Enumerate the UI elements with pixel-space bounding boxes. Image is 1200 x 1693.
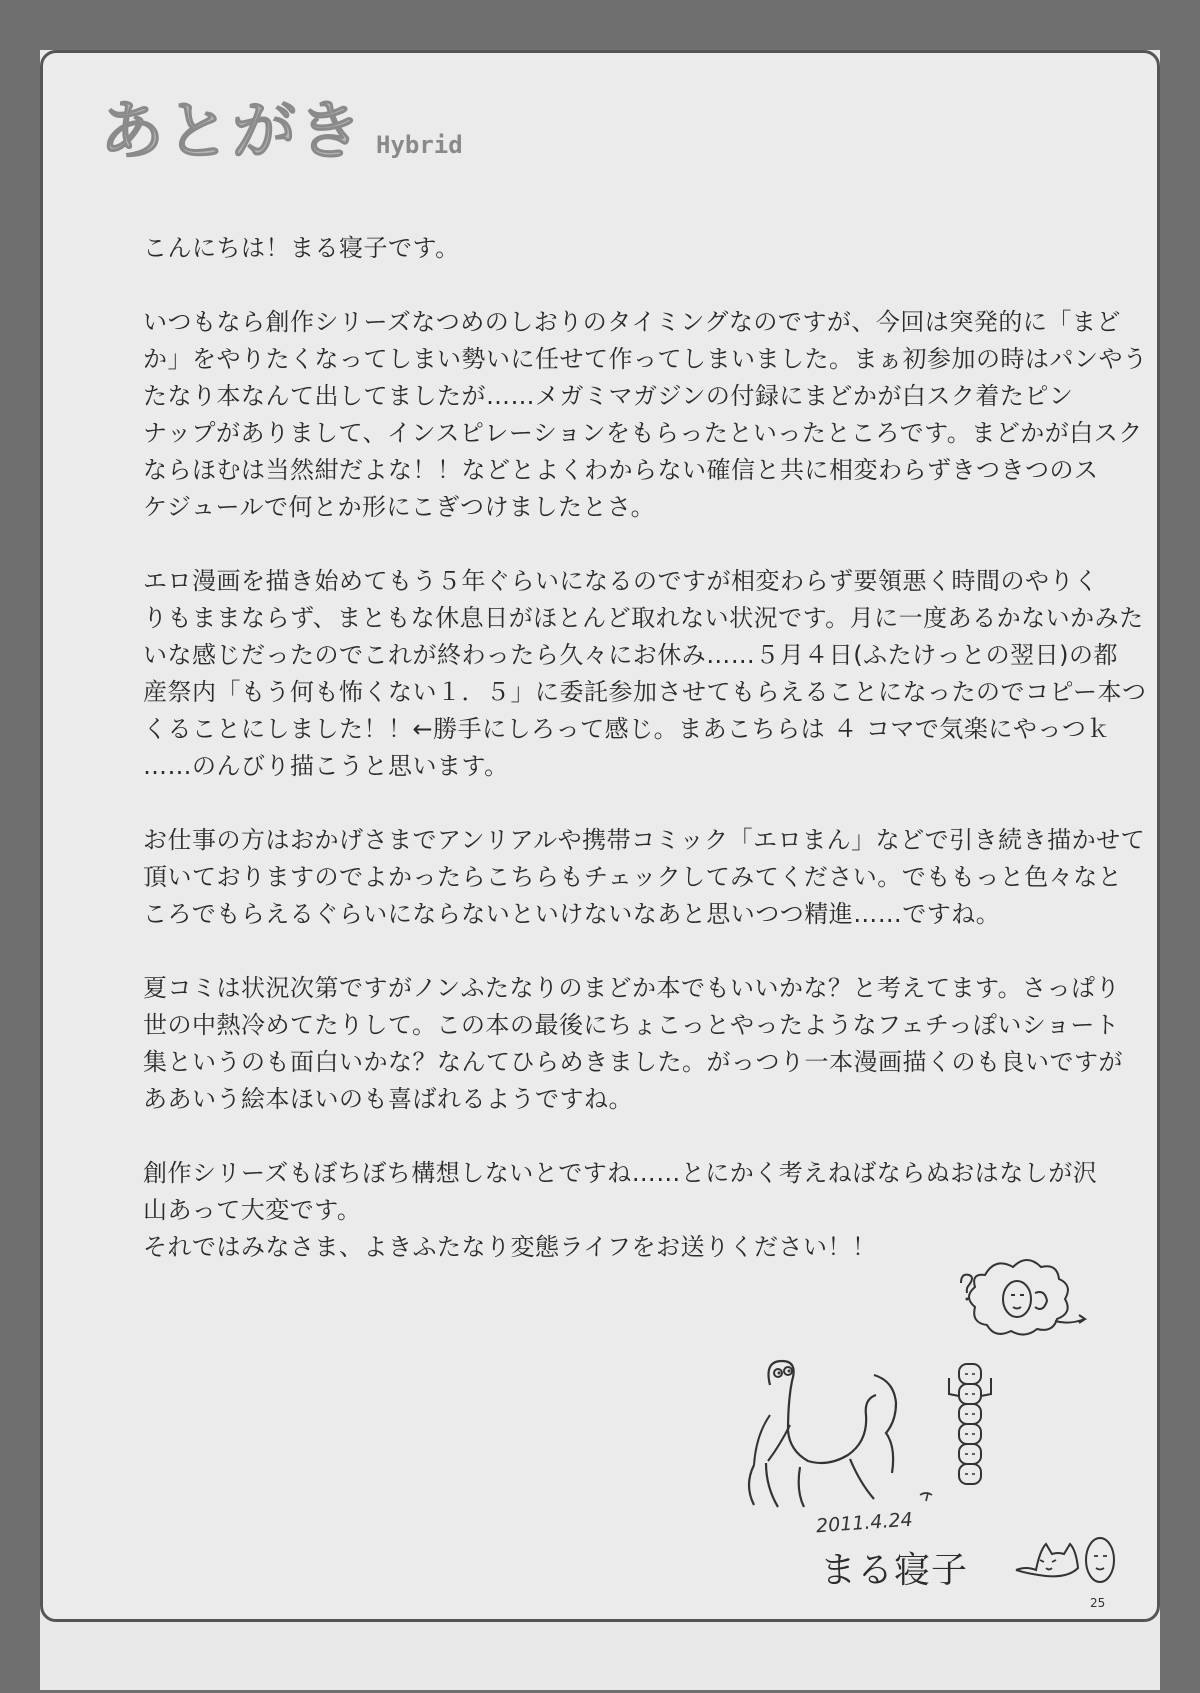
text-line: エロ漫画を描き始めてもう５年ぐらいになるのですが相変わらず要領悪く時間のやりく: [143, 567, 1099, 595]
afterword-heading: [100, 80, 463, 169]
text-line: ケジュールで何とか形にこぎつけましたとさ。: [143, 493, 656, 521]
text-line: 集というのも面白いかな？なんてひらめきました。がっつり一本漫画描くのも良いですが: [143, 1048, 1123, 1076]
paragraph-summer: [143, 970, 1123, 1118]
text-line: いな感じだったのでこれが終わったら久々にお休み……５月４日(ふたけっとの翌日)の都: [143, 641, 1118, 669]
text-line: 産祭内「もう何も怖くない１．５」に委託参加させてもらえることになったのでコピー本つ: [143, 678, 1147, 706]
text-line: くることにしました！！←勝手にしろって感じ。まあこちらは ４ コマで気楽にやっつｋ: [143, 715, 1111, 743]
text-line: 世の中熱冷めてたりして。この本の最後にちょこっとやったようなフェチっぽいショート: [143, 1011, 1120, 1039]
paragraph-greeting: [143, 230, 1083, 267]
paragraph-schedule: [143, 563, 1147, 785]
afterword-body: [143, 230, 1148, 1303]
paragraph-madoka: [143, 304, 1148, 526]
paragraph-closing: [143, 1155, 1098, 1266]
paragraph-work: [143, 822, 1146, 933]
text-line: 創作シリーズもぼちぼち構想しないとですね……とにかく考えねばならぬおはなしが沢: [143, 1159, 1098, 1187]
page-number: 25: [1090, 1596, 1106, 1610]
text-line: りもままならず、まともな休息日がほとんど取れない状況です。月に一度あるかないかみた: [143, 604, 1144, 632]
heading-subtitle: Hybrid: [376, 131, 463, 159]
text-line: たなり本なんて出してましたが……メガミマガジンの付録にまどかが白スク着たピン: [143, 382, 1074, 410]
stacked-faces-totem-doodle-icon: [945, 1360, 1005, 1490]
date-handwritten: 2011.4.24: [815, 1508, 914, 1538]
heading-title: あとがき: [100, 95, 364, 169]
text-line: 夏コミは状況次第ですがノンふたなりのまどか本でもいいかな？と考えてます。さっぱり: [143, 974, 1121, 1002]
cloud-face-doodle-icon: [945, 1255, 1095, 1345]
text-line: こんにちは！まる寝子です。: [143, 234, 460, 262]
author-signature: まる寝子: [820, 1550, 969, 1591]
text-line: ならほむは当然紺だよな！！などとよくわからない確信と共に相変わらずきつきつのス: [143, 456, 1099, 484]
text-line: いつもなら創作シリーズなつめのしおりのタイミングなのですが、今回は突発的に「まど: [143, 308, 1121, 336]
text-line: ナップがありまして、インスピレーションをもらったといったところです。まどかが白スク: [143, 419, 1143, 447]
text-line: ころでもらえるぐらいにならないといけないなあと思いつつ精進……ですね。: [143, 900, 1001, 928]
text-line: 頂いておりますのでよかったらこちらもチェックしてみてください。でももっと色々なと: [143, 863, 1123, 891]
text-line: お仕事の方はおかげさまでアンリアルや携帯コミック「エロまん」などで引き続き描かせて: [143, 826, 1146, 854]
cat-face-doodle-icon: [1010, 1530, 1120, 1590]
text-line: それではみなさま、よきふたなり変態ライフをお送りください！！: [143, 1233, 877, 1261]
long-neck-creature-doodle-icon: [740, 1355, 950, 1515]
text-line: ああいう絵本ほいのも喜ばれるようですね。: [143, 1085, 633, 1113]
text-line: ……のんびり描こうと思います。: [143, 752, 509, 780]
text-line: 山あって大変です。: [143, 1196, 362, 1224]
text-line: か」をやりたくなってしまい勢いに任せて作ってしまいました。まぁ初参加の時はパンやう: [143, 345, 1148, 373]
